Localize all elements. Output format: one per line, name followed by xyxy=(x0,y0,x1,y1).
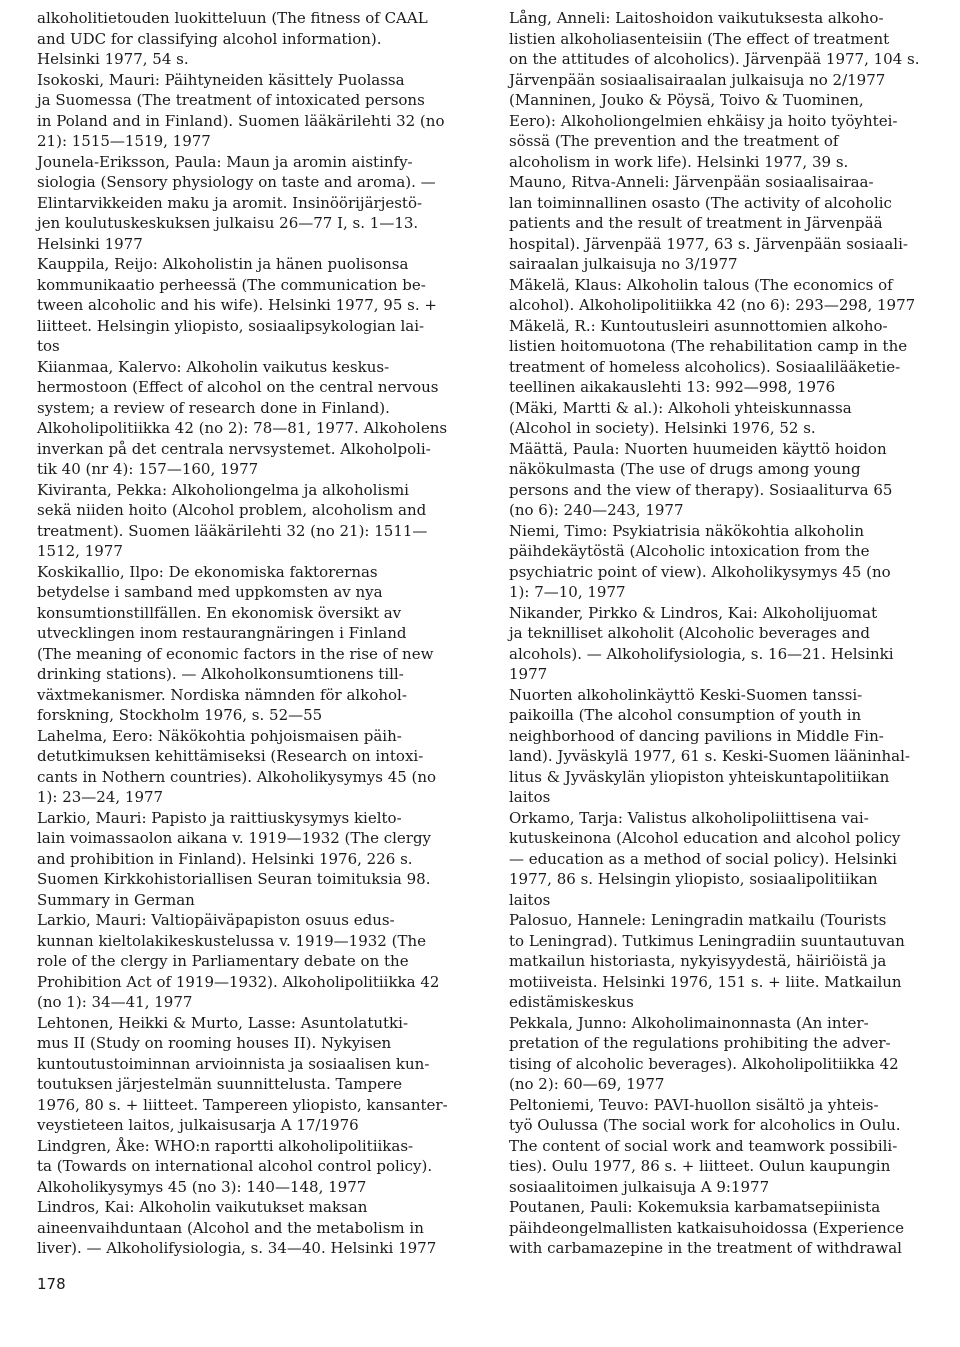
text-line: Niemi, Timo: Psykiatrisia näkökohtia alkoholin xyxy=(509,521,864,540)
text-line: litus & Jyväskylän yliopiston yhteiskuntapolitiikan xyxy=(509,767,890,786)
text-line: hermostoon (Effect of alcohol on the central nervous xyxy=(37,378,439,396)
text-line: jen koulutuskeskuksen julkaisu 26—77 I, s. 1—13. xyxy=(37,214,419,232)
text-line: (Mäki, Martti & al.): Alkoholi yhteiskunnassa xyxy=(509,398,852,417)
text-line: Alkoholikysymys 45 (no 3): 140—148, 1977 xyxy=(37,1177,367,1196)
text-line: Kiianmaa, Kalervo: Alkoholin vaikutus keskus- xyxy=(37,357,390,376)
text-line: alcohols). — Alkoholifysiologia, s. 16—21. Helsinki xyxy=(509,644,894,663)
text-line: växtmekanismer. Nordiska nämnden för alkohol- xyxy=(37,685,407,704)
text-line: näkökulmasta (The use of drugs among young xyxy=(509,460,861,478)
text-line: Palosuo, Hannele: Leningradin matkailu (Tourists xyxy=(509,911,887,929)
text-line: land). Jyväskylä 1977, 61 s. Keski-Suomen lääninhal- xyxy=(509,747,910,765)
text-line: tween alcoholic and his wife). Helsinki 1977, 95 s. + xyxy=(37,296,437,314)
text-line: matkailun historiasta, nykyisyydestä, häiriöistä ja xyxy=(509,952,887,970)
text-line: työ Oulussa (The social work for alcoholics in Oulu. xyxy=(509,1116,901,1134)
text-line: 1977 xyxy=(509,665,548,683)
text-line: edistämiskeskus xyxy=(509,993,634,1011)
text-line: persons and the view of therapy). Sosiaaliturva 65 xyxy=(509,480,893,499)
text-line: Lindgren, Åke: WHO:n raportti alkoholipolitiikas- xyxy=(37,1136,414,1155)
text-line: kommunikaatio perheessä (The communication be- xyxy=(37,275,426,294)
text-line: 1976, 80 s. + liitteet. Tampereen yliopisto, kansanter- xyxy=(37,1095,448,1114)
text-line: Mauno, Ritva-Anneli: Järvenpään sosiaalisairaa- xyxy=(509,173,874,191)
text-line: utvecklingen inom restaurangnäringen i Finland xyxy=(37,624,407,642)
text-line: Isokoski, Mauri: Päihtyneiden käsittely Puolassa xyxy=(37,70,405,89)
text-line: (no 6): 240—243, 1977 xyxy=(509,501,684,519)
page-number: 178 xyxy=(37,1275,66,1293)
text-line: veystieteen laitos, julkaisusarja A 17/1976 xyxy=(37,1116,359,1134)
text-line: ties). Oulu 1977, 86 s. + liitteet. Oulun kaupungin xyxy=(509,1157,891,1175)
text-line: liitteet. Helsingin yliopisto, sosiaalipsykologian lai- xyxy=(37,316,425,335)
text-line: ta (Towards on international alcohol control policy). xyxy=(37,1157,433,1175)
text-line: ja teknilliset alkoholit (Alcoholic beverages and xyxy=(509,624,870,642)
text-line: (no 1): 34—41, 1977 xyxy=(37,993,193,1011)
text-line: lain voimassaolon aikana v. 1919—1932 (The clergy xyxy=(37,829,432,847)
text-line: Nikander, Pirkko & Lindros, Kai: Alkoholijuomat xyxy=(509,603,878,622)
text-line: tik 40 (nr 4): 157—160, 1977 xyxy=(37,460,259,478)
text-line: Jounela-Eriksson, Paula: Maun ja aromin aistinfy- xyxy=(37,152,413,171)
text-line: motiiveista. Helsinki 1976, 151 s. + liite. Matkailun xyxy=(509,972,902,991)
text-line: kuntoutustoiminnan arvioinnista ja sosiaalisen kun- xyxy=(37,1054,430,1073)
text-line: sairaalan julkaisuja no 3/1977 xyxy=(509,255,738,273)
text-line: to Leningrad). Tutkimus Leningradiin suuntautuvan xyxy=(509,931,905,950)
text-line: 21): 1515—1519, 1977 xyxy=(37,132,211,150)
text-line: Kiviranta, Pekka: Alkoholiongelma ja alkoholismi xyxy=(37,480,409,499)
text-line: Kauppila, Reijo: Alkoholistin ja hänen puolisonsa xyxy=(37,255,409,273)
text-line: toutuksen järjestelmän suunnittelusta. Tampere xyxy=(37,1075,403,1093)
text-line: neighborhood of dancing pavilions in Middle Fin- xyxy=(509,726,884,745)
text-line: system; a review of research done in Finland). xyxy=(37,398,390,417)
text-line: and prohibition in Finland). Helsinki 1976, 226 s. xyxy=(37,849,413,868)
text-line: betydelse i samband med uppkomsten av nya xyxy=(37,583,383,601)
left-column xyxy=(37,8,462,1259)
text-line: sössä (The prevention and the treatment of xyxy=(509,132,839,150)
text-line: (Manninen, Jouko & Pöysä, Toivo & Tuominen, xyxy=(509,91,864,109)
text-line: Määttä, Paula: Nuorten huumeiden käyttö hoidon xyxy=(509,439,887,458)
text-line: tising of alcoholic beverages). Alkoholipolitiikka 42 xyxy=(509,1054,899,1073)
text-line: päihdeongelmallisten katkaisuhoidossa (Experience xyxy=(509,1218,905,1237)
text-line: teellinen aikakauslehti 13: 992—998, 1976 xyxy=(509,378,836,396)
text-line: treatment). Suomen lääkärilehti 32 (no 21): 1511— xyxy=(37,521,428,540)
text-line: Lindros, Kai: Alkoholin vaikutukset maksan xyxy=(37,1198,368,1216)
text-line: Summary in German xyxy=(37,890,195,909)
text-line: Elintarvikkeiden maku ja aromit. Insinöörijärjestö- xyxy=(37,193,423,212)
text-line: (no 2): 60—69, 1977 xyxy=(509,1075,665,1093)
text-line: päihdekäytöstä (Alcoholic intoxication from the xyxy=(509,542,870,560)
text-line: mus II (Study on rooming houses II). Nykyisen xyxy=(37,1034,392,1052)
text-line: Lång, Anneli: Laitoshoidon vaikutuksesta alkoho- xyxy=(509,9,884,27)
text-line: listien hoitomuotona (The rehabilitation camp in the xyxy=(509,337,908,355)
text-line: Helsinki 1977 xyxy=(37,234,143,253)
text-line: ja Suomessa (The treatment of intoxicated persons xyxy=(37,91,425,109)
text-line: inverkan på det centrala nervsystemet. Alkoholpoli- xyxy=(37,439,431,458)
text-line: (The meaning of economic factors in the rise of new xyxy=(37,644,434,663)
text-line: Nuorten alkoholinkäyttö Keski-Suomen tanssi- xyxy=(509,685,863,704)
text-line: 1977, 86 s. Helsingin yliopisto, sosiaalipolitiikan xyxy=(509,870,878,888)
text-line: aineenvaihduntaan (Alcohol and the metabolism in xyxy=(37,1218,424,1237)
text-line: kunnan kieltolakikeskustelussa v. 1919—1932 (The xyxy=(37,931,427,950)
text-line: Larkio, Mauri: Valtiopäiväpapiston osuus edus- xyxy=(37,911,395,929)
text-line: Koskikallio, Ilpo: De ekonomiska faktorernas xyxy=(37,562,378,581)
text-line: liver). — Alkoholifysiologia, s. 34—40. Helsinki 1977 xyxy=(37,1239,437,1257)
text-line: alcoholism in work life). Helsinki 1977, 39 s. xyxy=(509,152,849,171)
text-line: laitos xyxy=(509,890,551,909)
text-line: — education as a method of social policy). Helsinki xyxy=(509,849,897,868)
text-line: cants in Nothern countries). Alkoholikysymys 45 (no xyxy=(37,767,437,786)
text-line: listien alkoholiasenteisiin (The effect of treatment xyxy=(509,29,890,48)
text-line: in Poland and in Finland). Suomen lääkärilehti 32 (no xyxy=(37,111,445,130)
text-line: patients and the result of treatment in Järvenpää xyxy=(509,214,883,232)
text-line: on the attitudes of alcoholics). Järvenpää 1977, 104 s. xyxy=(509,50,920,68)
text-line: forskning, Stockholm 1976, s. 52—55 xyxy=(37,706,323,724)
text-line: Prohibition Act of 1919—1932). Alkoholipolitiikka 42 xyxy=(37,972,440,991)
text-line: Poutanen, Pauli: Kokemuksia karbamatsepiinista xyxy=(509,1198,881,1216)
text-line: Suomen Kirkkohistoriallisen Seuran toimituksia 98. xyxy=(37,870,431,888)
text-line: Peltoniemi, Teuvo: PAVI-huollon sisältö ja yhteis- xyxy=(509,1095,879,1114)
text-line: drinking stations). — Alkoholkonsumtionens till- xyxy=(37,665,404,683)
text-line: Orkamo, Tarja: Valistus alkoholipoliittisena vai- xyxy=(509,808,869,827)
text-line: The content of social work and teamwork possibili- xyxy=(509,1136,898,1155)
text-line: Mäkelä, Klaus: Alkoholin talous (The economics of xyxy=(509,275,893,294)
text-line: 1): 23—24, 1977 xyxy=(37,788,164,806)
text-line: Alkoholipolitiikka 42 (no 2): 78—81, 1977. Alkoholens xyxy=(37,419,448,437)
text-line: Järvenpään sosiaalisairaalan julkaisuja no 2/1977 xyxy=(509,70,886,89)
text-line: sekä niiden hoito (Alcohol problem, alcoholism and xyxy=(37,501,427,519)
text-line: laitos xyxy=(509,788,551,806)
text-line: treatment of homeless alcoholics). Sosiaalilääketie- xyxy=(509,357,901,376)
text-line: and UDC for classifying alcohol information). xyxy=(37,29,382,48)
text-line: pretation of the regulations prohibiting the adver- xyxy=(509,1034,891,1052)
text-line: psychiatric point of view). Alkoholikysymys 45 (no xyxy=(509,562,891,581)
text-line: hospital). Järvenpää 1977, 63 s. Järvenpään sosiaali- xyxy=(509,234,908,253)
text-line: detutkimuksen kehittämiseksi (Research on intoxi- xyxy=(37,747,424,765)
text-line: 1): 7—10, 1977 xyxy=(509,583,626,601)
text-line: tos xyxy=(37,337,60,355)
text-line: Pekkala, Junno: Alkoholimainonnasta (An inter- xyxy=(509,1013,869,1032)
text-line: alkoholitietouden luokitteluun (The fitness of CAAL xyxy=(37,9,428,27)
text-line: 1512, 1977 xyxy=(37,542,123,560)
text-line: Lahelma, Eero: Näkökohtia pohjoismaisen päih- xyxy=(37,726,402,745)
text-line: siologia (Sensory physiology on taste and aroma). — xyxy=(37,173,436,191)
text-line: alcohol). Alkoholipolitiikka 42 (no 6): 293—298, 1977 xyxy=(509,296,916,314)
text-line: paikoilla (The alcohol consumption of youth in xyxy=(509,706,862,724)
text-line: Mäkelä, R.: Kuntoutusleiri asunnottomien alkoho- xyxy=(509,316,888,335)
text-line: Helsinki 1977, 54 s. xyxy=(37,50,189,68)
text-line: role of the clergy in Parliamentary debate on the xyxy=(37,952,409,970)
text-line: Lehtonen, Heikki & Murto, Lasse: Asuntolatutki- xyxy=(37,1013,409,1032)
text-line: kutuskeinona (Alcohol education and alcohol policy xyxy=(509,829,901,847)
text-line: konsumtionstillfällen. En ekonomisk översikt av xyxy=(37,603,402,622)
text-line: lan toiminnallinen osasto (The activity of alcoholic xyxy=(509,193,892,212)
text-line: Eero): Alkoholiongelmien ehkäisy ja hoito työyhtei- xyxy=(509,111,898,130)
text-line: (Alcohol in society). Helsinki 1976, 52 s. xyxy=(509,419,816,437)
text-line: with carbamazepine in the treatment of withdrawal xyxy=(509,1239,902,1257)
text-line: sosiaalitoimen julkaisuja A 9:1977 xyxy=(509,1177,770,1196)
right-column xyxy=(509,8,934,1259)
text-line: Larkio, Mauri: Papisto ja raittiuskysymys kielto- xyxy=(37,808,402,827)
